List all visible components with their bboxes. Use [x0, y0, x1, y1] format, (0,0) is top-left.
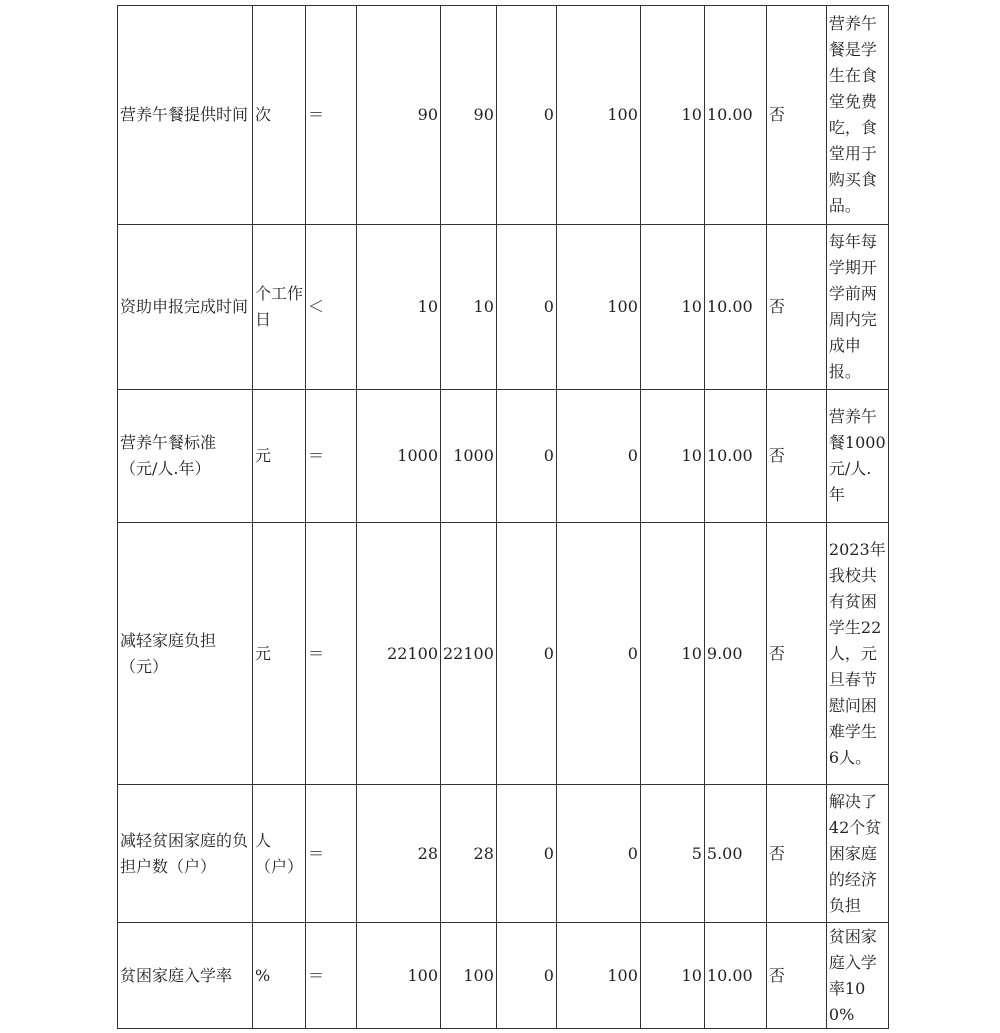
flag: 否: [766, 923, 826, 1029]
actual-value: 22100: [441, 523, 497, 785]
indicator-name: 营养午餐标准（元/人.年）: [118, 390, 253, 523]
flag: 否: [766, 523, 826, 785]
note: 解决了42个贫困家庭的经济负担: [826, 785, 888, 923]
weight: 10: [640, 923, 704, 1029]
score: 10.00: [704, 6, 766, 225]
indicator-name: 资助申报完成时间: [118, 225, 253, 390]
note: 2023年我校共有贫困学生22人，元旦春节慰问困难学生6人。: [826, 523, 888, 785]
operator: ＜: [306, 225, 357, 390]
indicator-name: 贫困家庭入学率: [118, 923, 253, 1029]
actual-value: 10: [441, 225, 497, 390]
value-2: 0: [556, 390, 640, 523]
unit: 元: [253, 523, 306, 785]
value-2: 100: [556, 225, 640, 390]
target-value: 10: [357, 225, 441, 390]
operator: ＝: [306, 785, 357, 923]
value-1: 0: [496, 390, 556, 523]
operator: ＝: [306, 6, 357, 225]
value-2: 0: [556, 523, 640, 785]
actual-value: 90: [441, 6, 497, 225]
value-1: 0: [496, 6, 556, 225]
value-1: 0: [496, 785, 556, 923]
flag: 否: [766, 6, 826, 225]
value-1: 0: [496, 923, 556, 1029]
actual-value: 28: [441, 785, 497, 923]
unit: 次: [253, 6, 306, 225]
value-2: 0: [556, 785, 640, 923]
actual-value: 100: [441, 923, 497, 1029]
table-row: [118, 225, 889, 390]
target-value: 22100: [357, 523, 441, 785]
indicator-name: 营养午餐提供时间: [118, 6, 253, 225]
flag: 否: [766, 225, 826, 390]
target-value: 1000: [357, 390, 441, 523]
table-row: [118, 923, 889, 1029]
flag: 否: [766, 785, 826, 923]
score: 5.00: [704, 785, 766, 923]
unit: 元: [253, 390, 306, 523]
note: 每年每学期开学前两周内完成申报。: [826, 225, 888, 390]
score: 10.00: [704, 923, 766, 1029]
note: 营养午餐是学生在食堂免费吃，食堂用于购买食品。: [826, 6, 888, 225]
table-row: [118, 390, 889, 523]
actual-value: 1000: [441, 390, 497, 523]
target-value: 90: [357, 6, 441, 225]
table-row: [118, 785, 889, 923]
note: 营养午餐1000元/人.年: [826, 390, 888, 523]
weight: 10: [640, 390, 704, 523]
operator: ＝: [306, 390, 357, 523]
weight: 5: [640, 785, 704, 923]
table-row: [118, 523, 889, 785]
weight: 10: [640, 523, 704, 785]
indicator-name: 减轻家庭负担（元）: [118, 523, 253, 785]
indicator-name: 减轻贫困家庭的负担户数（户）: [118, 785, 253, 923]
score: 10.00: [704, 225, 766, 390]
operator: ＝: [306, 523, 357, 785]
table-row: [118, 6, 889, 225]
note: 贫困家庭入学率100%: [826, 923, 888, 1029]
target-value: 100: [357, 923, 441, 1029]
weight: 10: [640, 6, 704, 225]
value-1: 0: [496, 523, 556, 785]
value-1: 0: [496, 225, 556, 390]
unit: %: [253, 923, 306, 1029]
flag: 否: [766, 390, 826, 523]
operator: ＝: [306, 923, 357, 1029]
score: 10.00: [704, 390, 766, 523]
unit: 个工作日: [253, 225, 306, 390]
target-value: 28: [357, 785, 441, 923]
value-2: 100: [556, 6, 640, 225]
unit: 人（户）: [253, 785, 306, 923]
performance-indicator-table: [117, 5, 889, 1029]
value-2: 100: [556, 923, 640, 1029]
weight: 10: [640, 225, 704, 390]
score: 9.00: [704, 523, 766, 785]
